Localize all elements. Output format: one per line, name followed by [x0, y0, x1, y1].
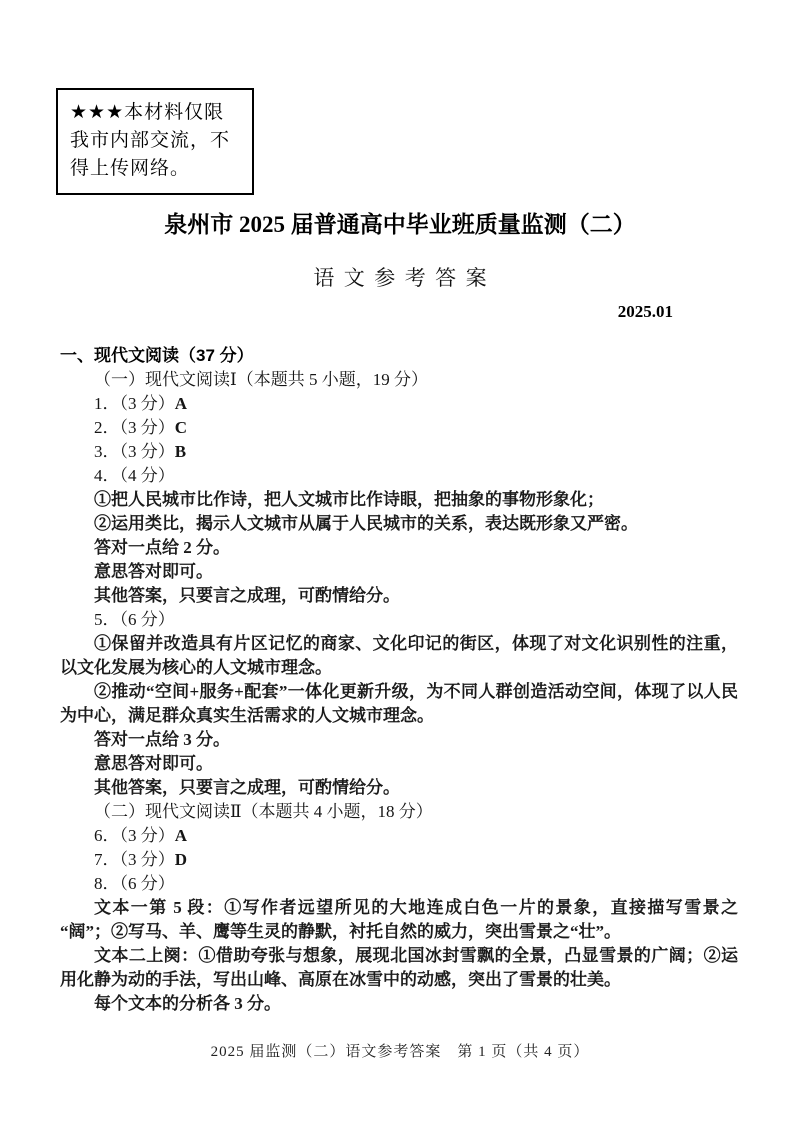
answer-prefix: 5．（6 分） — [94, 610, 175, 629]
answer-paragraph: ①把人民城市比作诗，把人文城市比作诗眼，把抽象的事物形象化； — [94, 490, 604, 509]
answer-paragraph: 其他答案，只要言之成理，可酌情给分。 — [94, 586, 400, 605]
answer-line — [60, 440, 738, 464]
answer-line — [60, 872, 738, 896]
answer-prefix: 1．（3 分） — [94, 394, 175, 413]
answer-paragraph: 意思答对即可。 — [94, 562, 213, 581]
document-title: 泉州市 2025 届普通高中毕业班质量监测（二） — [164, 212, 636, 237]
answer-letter: A — [174, 826, 188, 845]
answer-paragraph: 每个文本的分析各 3 分。 — [94, 994, 281, 1013]
answer-letter: D — [174, 850, 188, 869]
answer-line — [60, 464, 738, 488]
answer-paragraph: 答对一点给 3 分。 — [94, 730, 230, 749]
answer-letter: C — [174, 418, 188, 437]
answer-prefix: 8．（6 分） — [94, 874, 175, 893]
answer-paragraph: 答对一点给 2 分。 — [94, 538, 230, 557]
document-subtitle: 语文参考答案 — [313, 266, 497, 290]
subsection-heading: （一）现代文阅读Ⅰ（本题共 5 小题，19 分） — [94, 370, 428, 389]
answer-paragraph: 文本一第 5 段：①写作者远望所见的大地连成白色一片的景象，直接描写雪景之“阔”；②写马、羊、鹰等生灵的静默，衬托自然的威力，突出雪景之“壮”。 — [60, 898, 738, 941]
internal-use-notice-box: ★★★本材料仅限我市内部交流，不得上传网络。 — [56, 88, 254, 195]
answer-line — [60, 848, 738, 872]
section-heading: 一、现代文阅读（37 分） — [60, 346, 254, 365]
answer-paragraph: ②推动“空间+服务+配套”一体化更新升级，为不同人群创造活动空间，体现了以人民为中心，满足群众真实生活需求的人文城市理念。 — [60, 682, 738, 725]
answer-line — [60, 824, 738, 848]
answer-paragraph: 意思答对即可。 — [94, 754, 213, 773]
answer-prefix: 3．（3 分） — [94, 442, 175, 461]
answer-line — [60, 608, 738, 632]
page-footer: 2025 届监测（二）语文参考答案 第 1 页（共 4 页） — [210, 1044, 590, 1060]
subsection-heading: （二）现代文阅读Ⅱ（本题共 4 小题，18 分） — [94, 802, 433, 821]
answer-content — [60, 344, 738, 1016]
answer-line — [60, 416, 738, 440]
answer-paragraph: ①保留并改造具有片区记忆的商家、文化印记的街区，体现了对文化识别性的注重，以文化发展为核心的人文城市理念。 — [60, 634, 738, 677]
document-date: 2025.01 — [617, 302, 673, 321]
answer-prefix: 7．（3 分） — [94, 850, 175, 869]
answer-paragraph: ②运用类比，揭示人文城市从属于人民城市的关系，表达既形象又严密。 — [94, 514, 638, 533]
answer-paragraph: 其他答案，只要言之成理，可酌情给分。 — [94, 778, 400, 797]
answer-line — [60, 392, 738, 416]
answer-prefix: 6．（3 分） — [94, 826, 175, 845]
answer-prefix: 4．（4 分） — [94, 466, 175, 485]
answer-letter: B — [174, 442, 187, 461]
answer-prefix: 2．（3 分） — [94, 418, 175, 437]
answer-paragraph: 文本二上阕：①借助夸张与想象，展现北国冰封雪飘的全景，凸显雪景的广阔；②运用化静为动的手法，写出山峰、高原在冰雪中的动感，突出了雪景的壮美。 — [60, 946, 738, 989]
answer-letter: A — [174, 394, 188, 413]
